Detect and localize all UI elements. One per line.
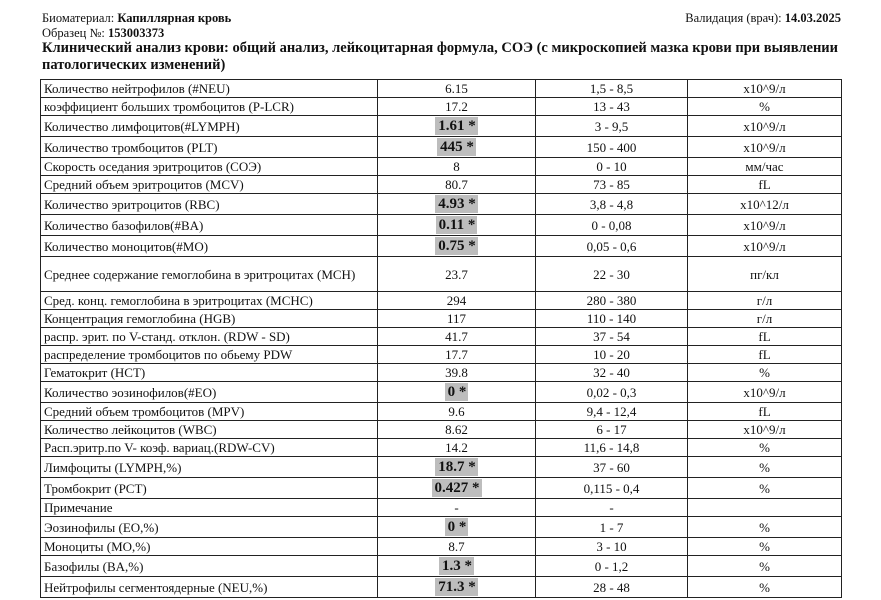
test-value: 6.15 bbox=[445, 81, 468, 96]
test-name: Количество базофилов(#BA) bbox=[41, 215, 378, 236]
test-name: Среднее содержание гемоглобина в эритроцитах (MCH) bbox=[41, 257, 378, 292]
unit: мм/час bbox=[688, 158, 842, 176]
test-value-cell bbox=[378, 98, 536, 116]
test-value: 0.75 bbox=[438, 238, 465, 254]
test-name: Количество лимфоцитов(#LYMPH) bbox=[41, 116, 378, 137]
unit: x10^9/л bbox=[688, 236, 842, 257]
test-name: Количество нейтрофилов (#NEU) bbox=[41, 80, 378, 98]
result-row bbox=[41, 116, 842, 137]
unit: % bbox=[688, 538, 842, 556]
validation-line bbox=[685, 11, 841, 25]
abnormal-flag: * bbox=[458, 384, 467, 400]
result-row bbox=[41, 310, 842, 328]
test-name: Средний объем эритроцитов (MCV) bbox=[41, 176, 378, 194]
result-row bbox=[41, 80, 842, 98]
test-value: 294 bbox=[446, 293, 467, 308]
abnormal-flag: * bbox=[468, 118, 476, 134]
result-row bbox=[41, 478, 842, 499]
result-row bbox=[41, 538, 842, 556]
result-row bbox=[41, 137, 842, 158]
reference-range: 3 - 10 bbox=[536, 538, 688, 556]
unit: x10^12/л bbox=[688, 194, 842, 215]
reference-range: 0 - 10 bbox=[536, 158, 688, 176]
abnormal-flag: * bbox=[468, 196, 476, 212]
unit: x10^9/л bbox=[688, 116, 842, 137]
test-name: Базофилы (BA,%) bbox=[41, 556, 378, 577]
abnormal-flag: * bbox=[458, 519, 467, 535]
reference-range: 28 - 48 bbox=[536, 577, 688, 598]
result-row bbox=[41, 364, 842, 382]
unit: fL bbox=[688, 346, 842, 364]
unit: % bbox=[688, 98, 842, 116]
reference-range: 1,5 - 8,5 bbox=[536, 80, 688, 98]
test-value-cell bbox=[378, 215, 536, 236]
reference-range: 0 - 0,08 bbox=[536, 215, 688, 236]
test-value: 8 bbox=[453, 159, 460, 174]
test-name: Нейтрофилы сегментоядерные (NEU,%) bbox=[41, 577, 378, 598]
abnormal-value-highlight bbox=[435, 237, 478, 255]
unit: % bbox=[688, 478, 842, 499]
reference-range: 0 - 1,2 bbox=[536, 556, 688, 577]
test-value: 0.427 bbox=[434, 480, 469, 496]
sample-line bbox=[42, 26, 164, 40]
unit: fL bbox=[688, 176, 842, 194]
test-value: 0 bbox=[447, 519, 456, 535]
test-name: Количество эритроцитов (RBC) bbox=[41, 194, 378, 215]
abnormal-value-highlight bbox=[435, 195, 478, 213]
abnormal-value-highlight bbox=[436, 216, 478, 234]
test-value: 39.8 bbox=[445, 365, 468, 380]
unit: fL bbox=[688, 328, 842, 346]
abnormal-value-highlight bbox=[435, 458, 478, 476]
reference-range: 22 - 30 bbox=[536, 257, 688, 292]
unit: fL bbox=[688, 403, 842, 421]
test-name: Количество лейкоцитов (WBC) bbox=[41, 421, 378, 439]
test-value: 17.7 bbox=[445, 347, 468, 362]
reference-range: 37 - 54 bbox=[536, 328, 688, 346]
abnormal-value-highlight bbox=[445, 518, 469, 536]
results-table bbox=[40, 79, 842, 598]
reference-range: 1 - 7 bbox=[536, 517, 688, 538]
test-name: Примечание bbox=[41, 499, 378, 517]
abnormal-value-highlight bbox=[437, 138, 476, 156]
test-name: коэффициент больших тромбоцитов (P-LCR) bbox=[41, 98, 378, 116]
test-value-cell bbox=[378, 346, 536, 364]
reference-range: 3,8 - 4,8 bbox=[536, 194, 688, 215]
result-row bbox=[41, 176, 842, 194]
reference-range: 0,02 - 0,3 bbox=[536, 382, 688, 403]
abnormal-value-highlight bbox=[439, 557, 474, 575]
result-row bbox=[41, 236, 842, 257]
result-row bbox=[41, 328, 842, 346]
test-name: распределение тромбоцитов по обьему PDW bbox=[41, 346, 378, 364]
test-value-cell bbox=[378, 236, 536, 257]
test-value-cell bbox=[378, 499, 536, 517]
test-value: 117 bbox=[446, 311, 467, 326]
test-name: Количество моноцитов(#MO) bbox=[41, 236, 378, 257]
test-value-cell bbox=[378, 158, 536, 176]
test-name: Моноциты (MO,%) bbox=[41, 538, 378, 556]
result-row bbox=[41, 556, 842, 577]
test-value-cell bbox=[378, 457, 536, 478]
reference-range: 73 - 85 bbox=[536, 176, 688, 194]
test-value-cell bbox=[378, 577, 536, 598]
test-value: 1.3 bbox=[442, 558, 461, 574]
test-value: 80.7 bbox=[445, 177, 468, 192]
unit: г/л bbox=[688, 292, 842, 310]
reference-range: 32 - 40 bbox=[536, 364, 688, 382]
test-value: 8.62 bbox=[445, 422, 468, 437]
result-row bbox=[41, 257, 842, 292]
validation-date: 14.03.2025 bbox=[784, 11, 841, 25]
result-row bbox=[41, 346, 842, 364]
validation-label: Валидация (врач): bbox=[685, 11, 782, 25]
test-value-cell bbox=[378, 257, 536, 292]
test-value-cell bbox=[378, 137, 536, 158]
test-value-cell bbox=[378, 556, 536, 577]
unit: пг/кл bbox=[688, 257, 842, 292]
reference-range: 280 - 380 bbox=[536, 292, 688, 310]
abnormal-flag: * bbox=[468, 579, 476, 595]
biomaterial-label: Биоматериал: bbox=[42, 11, 115, 25]
test-value: 71.3 bbox=[438, 579, 465, 595]
reference-range: 13 - 43 bbox=[536, 98, 688, 116]
test-value: 23.7 bbox=[445, 266, 468, 282]
test-name: Скорость оседания эритроцитов (СОЭ) bbox=[41, 158, 378, 176]
result-row bbox=[41, 98, 842, 116]
test-value-cell bbox=[378, 364, 536, 382]
reference-range: 11,6 - 14,8 bbox=[536, 439, 688, 457]
unit bbox=[688, 499, 842, 517]
unit: % bbox=[688, 457, 842, 478]
abnormal-flag: * bbox=[467, 217, 476, 233]
test-value: 14.2 bbox=[445, 440, 468, 455]
abnormal-flag: * bbox=[468, 459, 476, 475]
test-value-cell bbox=[378, 421, 536, 439]
abnormal-value-highlight bbox=[432, 479, 482, 497]
reference-range: 37 - 60 bbox=[536, 457, 688, 478]
reference-range: 3 - 9,5 bbox=[536, 116, 688, 137]
test-value: 445 bbox=[440, 139, 463, 155]
result-row bbox=[41, 421, 842, 439]
test-value: 41.7 bbox=[445, 329, 468, 344]
result-row bbox=[41, 382, 842, 403]
test-value: 8.7 bbox=[448, 539, 465, 554]
unit: x10^9/л bbox=[688, 382, 842, 403]
sample-label: Образец №: bbox=[42, 26, 105, 40]
unit: % bbox=[688, 556, 842, 577]
unit: % bbox=[688, 577, 842, 598]
test-name: Сред. конц. гемоглобина в эритроцитах (MCHC) bbox=[41, 292, 378, 310]
unit: x10^9/л bbox=[688, 137, 842, 158]
test-name: Тромбокрит (PCT) bbox=[41, 478, 378, 499]
test-value-cell bbox=[378, 403, 536, 421]
result-row bbox=[41, 194, 842, 215]
test-name: Количество эозинофилов(#EO) bbox=[41, 382, 378, 403]
test-value-cell bbox=[378, 116, 536, 137]
reference-range: 0,05 - 0,6 bbox=[536, 236, 688, 257]
result-row bbox=[41, 439, 842, 457]
test-value: 1.61 bbox=[438, 118, 465, 134]
unit: % bbox=[688, 439, 842, 457]
unit: % bbox=[688, 517, 842, 538]
report-title: Клинический анализ крови: общий анализ, лейкоцитарная формула, СОЭ (с микроскопией мазка крови при выявлении патологических изменений) bbox=[42, 40, 839, 73]
result-row bbox=[41, 158, 842, 176]
biomaterial-value: Капиллярная кровь bbox=[117, 11, 232, 25]
reference-range: - bbox=[536, 499, 688, 517]
reference-range: 9,4 - 12,4 bbox=[536, 403, 688, 421]
result-row bbox=[41, 403, 842, 421]
test-value-cell bbox=[378, 328, 536, 346]
test-name: Лимфоциты (LYMPH,%) bbox=[41, 457, 378, 478]
test-value-cell bbox=[378, 80, 536, 98]
test-name: распр. эрит. по V-станд. отклон. (RDW - SD) bbox=[41, 328, 378, 346]
test-value-cell bbox=[378, 176, 536, 194]
test-name: Гематокрит (HCT) bbox=[41, 364, 378, 382]
test-value-cell bbox=[378, 310, 536, 328]
abnormal-value-highlight bbox=[435, 117, 478, 135]
unit: % bbox=[688, 364, 842, 382]
test-value-cell bbox=[378, 538, 536, 556]
test-name: Расп.эритр.по V- коэф. вариац.(RDW-CV) bbox=[41, 439, 378, 457]
test-value-cell bbox=[378, 478, 536, 499]
sample-number: 153003373 bbox=[108, 26, 165, 40]
test-name: Эозинофилы (EO,%) bbox=[41, 517, 378, 538]
result-row bbox=[41, 499, 842, 517]
result-row bbox=[41, 457, 842, 478]
results-body bbox=[41, 80, 842, 598]
test-value: 0 bbox=[447, 384, 456, 400]
abnormal-flag: * bbox=[466, 139, 474, 155]
abnormal-flag: * bbox=[464, 558, 472, 574]
test-value-cell bbox=[378, 517, 536, 538]
test-value-cell bbox=[378, 439, 536, 457]
test-name: Средний объем тромбоцитов (MPV) bbox=[41, 403, 378, 421]
abnormal-value-highlight bbox=[445, 383, 469, 401]
reference-range: 150 - 400 bbox=[536, 137, 688, 158]
test-value: 4.93 bbox=[438, 196, 465, 212]
test-value: 18.7 bbox=[438, 459, 465, 475]
test-value: 9.6 bbox=[448, 404, 465, 419]
result-row bbox=[41, 292, 842, 310]
unit: x10^9/л bbox=[688, 215, 842, 236]
test-name: Концентрация гемоглобина (HGB) bbox=[41, 310, 378, 328]
unit: x10^9/л bbox=[688, 80, 842, 98]
test-value-cell bbox=[378, 382, 536, 403]
biomaterial-line bbox=[42, 11, 231, 25]
abnormal-flag: * bbox=[468, 238, 476, 254]
test-value-cell bbox=[378, 292, 536, 310]
reference-range: 10 - 20 bbox=[536, 346, 688, 364]
test-value: - bbox=[454, 500, 459, 515]
test-value: 0.11 bbox=[438, 217, 465, 233]
test-name: Количество тромбоцитов (PLT) bbox=[41, 137, 378, 158]
abnormal-flag: * bbox=[472, 480, 480, 496]
reference-range: 110 - 140 bbox=[536, 310, 688, 328]
result-row bbox=[41, 517, 842, 538]
reference-range: 0,115 - 0,4 bbox=[536, 478, 688, 499]
result-row bbox=[41, 215, 842, 236]
reference-range: 6 - 17 bbox=[536, 421, 688, 439]
test-value: 17.2 bbox=[445, 99, 468, 114]
abnormal-value-highlight bbox=[435, 578, 478, 596]
test-value-cell bbox=[378, 194, 536, 215]
unit: x10^9/л bbox=[688, 421, 842, 439]
unit: г/л bbox=[688, 310, 842, 328]
result-row bbox=[41, 577, 842, 598]
